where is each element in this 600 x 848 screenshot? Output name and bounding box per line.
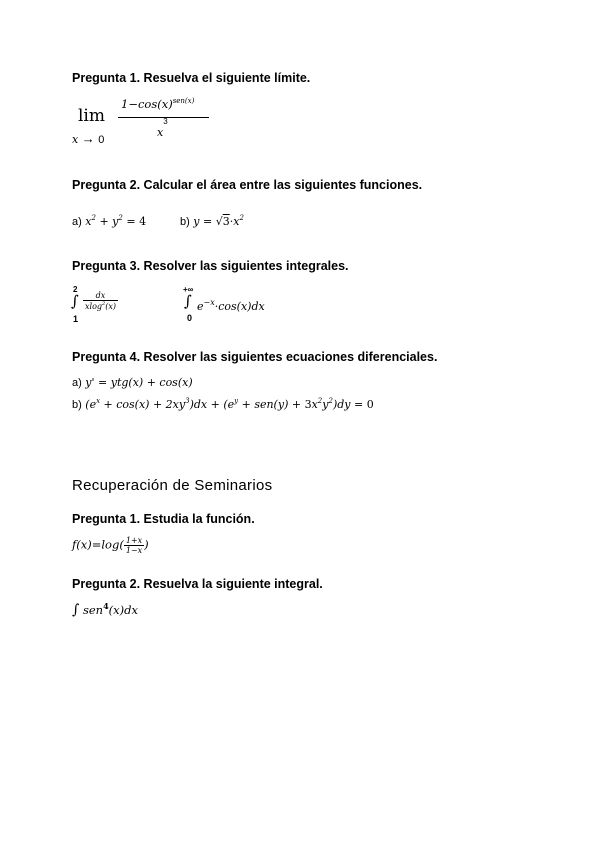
- recuperacion-question-1-title: Pregunta 1. Estudia la función.: [72, 512, 255, 526]
- limit-symbol: lim: [78, 106, 105, 126]
- limit-numerator: $1-\cos(x)^{sen(x)}$: [121, 97, 195, 111]
- integral-expression: ∫ sen$^4$(x)dx: [72, 601, 138, 618]
- integral-2-lower: 0: [187, 313, 193, 323]
- limit-denominator: $x^3$: [157, 117, 168, 139]
- question-3-title: Pregunta 3. Resolver las siguientes integrales.: [72, 259, 349, 273]
- integral-1-upper: 2: [73, 285, 78, 294]
- equation-2a: a) $x^2 + y^2 = 4$: [72, 214, 147, 228]
- section-heading: Recuperación de Seminarios: [72, 477, 273, 494]
- question-2-title: Pregunta 2. Calcular el área entre las siguientes funciones.: [72, 178, 423, 192]
- recuperacion-question-2-title: Pregunta 2. Resuelva la siguiente integral.: [72, 577, 323, 591]
- equation-2b: b) $y = √3\cdot x^2$: [180, 214, 244, 228]
- integral-1-lower: 1: [73, 314, 79, 324]
- integral-2-upper: +∞: [183, 285, 194, 294]
- equation-4a: a) y' = ytg(x) + cos(x): [72, 376, 193, 389]
- question-4-title: Pregunta 4. Resolver las siguientes ecuaciones diferenciales.: [72, 350, 438, 364]
- equation-4b: b) $(e^x + \cos(x) + 2xy^3)dx + (e^y + sen(y) + 3x^2y^2)dy = 0$: [72, 397, 374, 411]
- function-expression: f(x)=log( $\frac{1+x}{1-x}$ ): [72, 536, 149, 555]
- integral-1-fraction: $\frac{dx}{xlog^2(x)}$: [85, 291, 116, 311]
- limit-subscript: x → 0: [72, 131, 105, 146]
- question-1-title: Pregunta 1. Resuelva el siguiente límite.: [72, 71, 311, 85]
- integral-1-sign: ∫: [71, 292, 79, 310]
- integral-2-sign: ∫: [184, 292, 192, 310]
- integral-2-body: $e^{-x}\cdot\cos(x)dx$: [197, 298, 265, 313]
